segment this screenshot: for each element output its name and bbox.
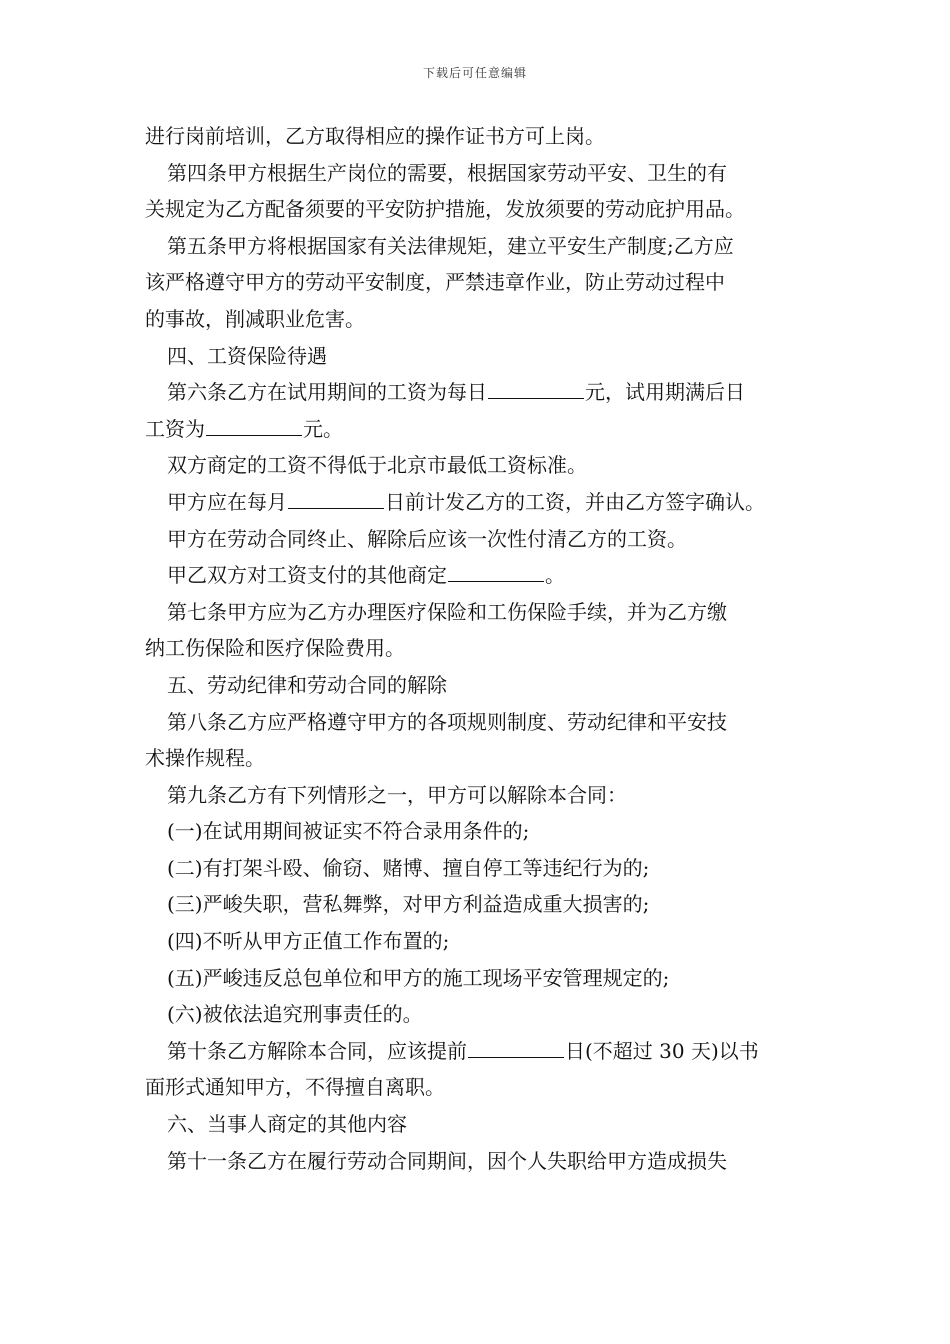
text-segment: 日前计发乙方的工资，并由乙方签字确认。 <box>385 489 765 514</box>
text-segment: 四、工资保险待遇 <box>167 343 327 368</box>
text-line <box>145 1033 825 1070</box>
fill-in-blank <box>206 413 302 436</box>
text-segment: 元。 <box>303 416 343 441</box>
text-line <box>145 1106 825 1143</box>
text-line <box>145 484 825 521</box>
text-segment: 六、当事人商定的其他内容 <box>167 1112 407 1137</box>
text-segment: 第十一条乙方在履行劳动合同期间，因个人失职给甲方造成损失 <box>167 1148 727 1173</box>
text-segment: (五)严峻违反总包单位和甲方的施工现场平安管理规定的; <box>167 965 670 990</box>
text-line <box>145 557 825 594</box>
text-line <box>145 1069 825 1106</box>
text-line <box>145 155 825 192</box>
text-segment: 进行岗前培训，乙方取得相应的操作证书方可上岗。 <box>145 124 605 148</box>
text-line <box>145 923 825 960</box>
text-line <box>145 630 825 667</box>
text-line <box>145 191 825 228</box>
text-line <box>145 118 825 155</box>
text-line <box>145 667 825 704</box>
text-segment: (四)不听从甲方正值工作布置的; <box>167 929 450 954</box>
text-line <box>145 813 825 850</box>
text-segment: 术操作规程。 <box>145 746 265 771</box>
text-segment: 日(不超过 30 天)以书 <box>565 1038 759 1063</box>
text-line <box>145 374 825 411</box>
text-segment: 第四条甲方根据生产岗位的需要，根据国家劳动平安、卫生的有 <box>167 160 727 185</box>
text-segment: 元，试用期满后日 <box>585 380 745 405</box>
text-line <box>145 338 825 375</box>
text-line <box>145 228 825 265</box>
text-segment: 甲方应在每月 <box>167 489 287 514</box>
fill-in-blank <box>468 1035 564 1058</box>
text-segment: 纳工伤保险和医疗保险费用。 <box>145 636 405 661</box>
fill-in-blank <box>448 559 544 582</box>
text-segment: 关规定为乙方配备须要的平安防护措施，发放须要的劳动庇护用品。 <box>145 197 745 222</box>
text-line <box>145 264 825 301</box>
text-segment: 第六条乙方在试用期间的工资为每日 <box>167 380 487 405</box>
text-line <box>145 740 825 777</box>
text-segment: (一)在试用期间被证实不符合录用条件的; <box>167 819 530 844</box>
text-segment: (三)严峻失职，营私舞弊，对甲方利益造成重大损害的; <box>167 892 650 917</box>
text-segment: (六)被依法追究刑事责任的。 <box>167 1002 423 1027</box>
text-segment: 第五条甲方将根据国家有关法律规矩，建立平安生产制度;乙方应 <box>167 233 734 258</box>
text-line <box>145 960 825 997</box>
text-segment: 第八条乙方应严格遵守甲方的各项规则制度、劳动纪律和平安技 <box>167 709 727 734</box>
fill-in-blank <box>488 376 584 399</box>
text-segment: 双方商定的工资不得低于北京市最低工资标准。 <box>167 453 587 478</box>
text-line <box>145 704 825 741</box>
text-line <box>145 301 825 338</box>
text-line <box>145 996 825 1033</box>
text-segment: 甲乙双方对工资支付的其他商定 <box>167 563 447 588</box>
text-segment: (二)有打架斗殴、偷窃、赌博、擅自停工等违纪行为的; <box>167 855 650 880</box>
text-segment: 工资为 <box>145 416 205 441</box>
text-line <box>145 521 825 558</box>
text-segment: 面形式通知甲方，不得擅自离职。 <box>145 1075 445 1100</box>
text-segment: 第十条乙方解除本合同，应该提前 <box>167 1038 467 1063</box>
text-line <box>145 1143 825 1180</box>
text-segment: 该严格遵守甲方的劳动平安制度，严禁违章作业，防止劳动过程中 <box>145 270 725 295</box>
text-segment: 第九条乙方有下列情形之一，甲方可以解除本合同： <box>167 782 627 807</box>
document-body <box>145 118 825 1179</box>
text-line <box>145 850 825 887</box>
page-header: 下载后可任意编辑 <box>422 66 527 80</box>
text-segment: 甲方在劳动合同终止、解除后应该一次性付清乙方的工资。 <box>167 526 687 551</box>
text-segment: 的事故，削减职业危害。 <box>145 306 365 331</box>
text-line <box>145 447 825 484</box>
text-segment: 。 <box>545 563 565 588</box>
text-line <box>145 594 825 631</box>
text-line <box>145 886 825 923</box>
text-line <box>145 777 825 814</box>
text-segment: 五、劳动纪律和劳动合同的解除 <box>167 672 447 697</box>
text-segment: 第七条甲方应为乙方办理医疗保险和工伤保险手续，并为乙方缴 <box>167 599 727 624</box>
text-line <box>145 411 825 448</box>
fill-in-blank <box>288 486 384 509</box>
